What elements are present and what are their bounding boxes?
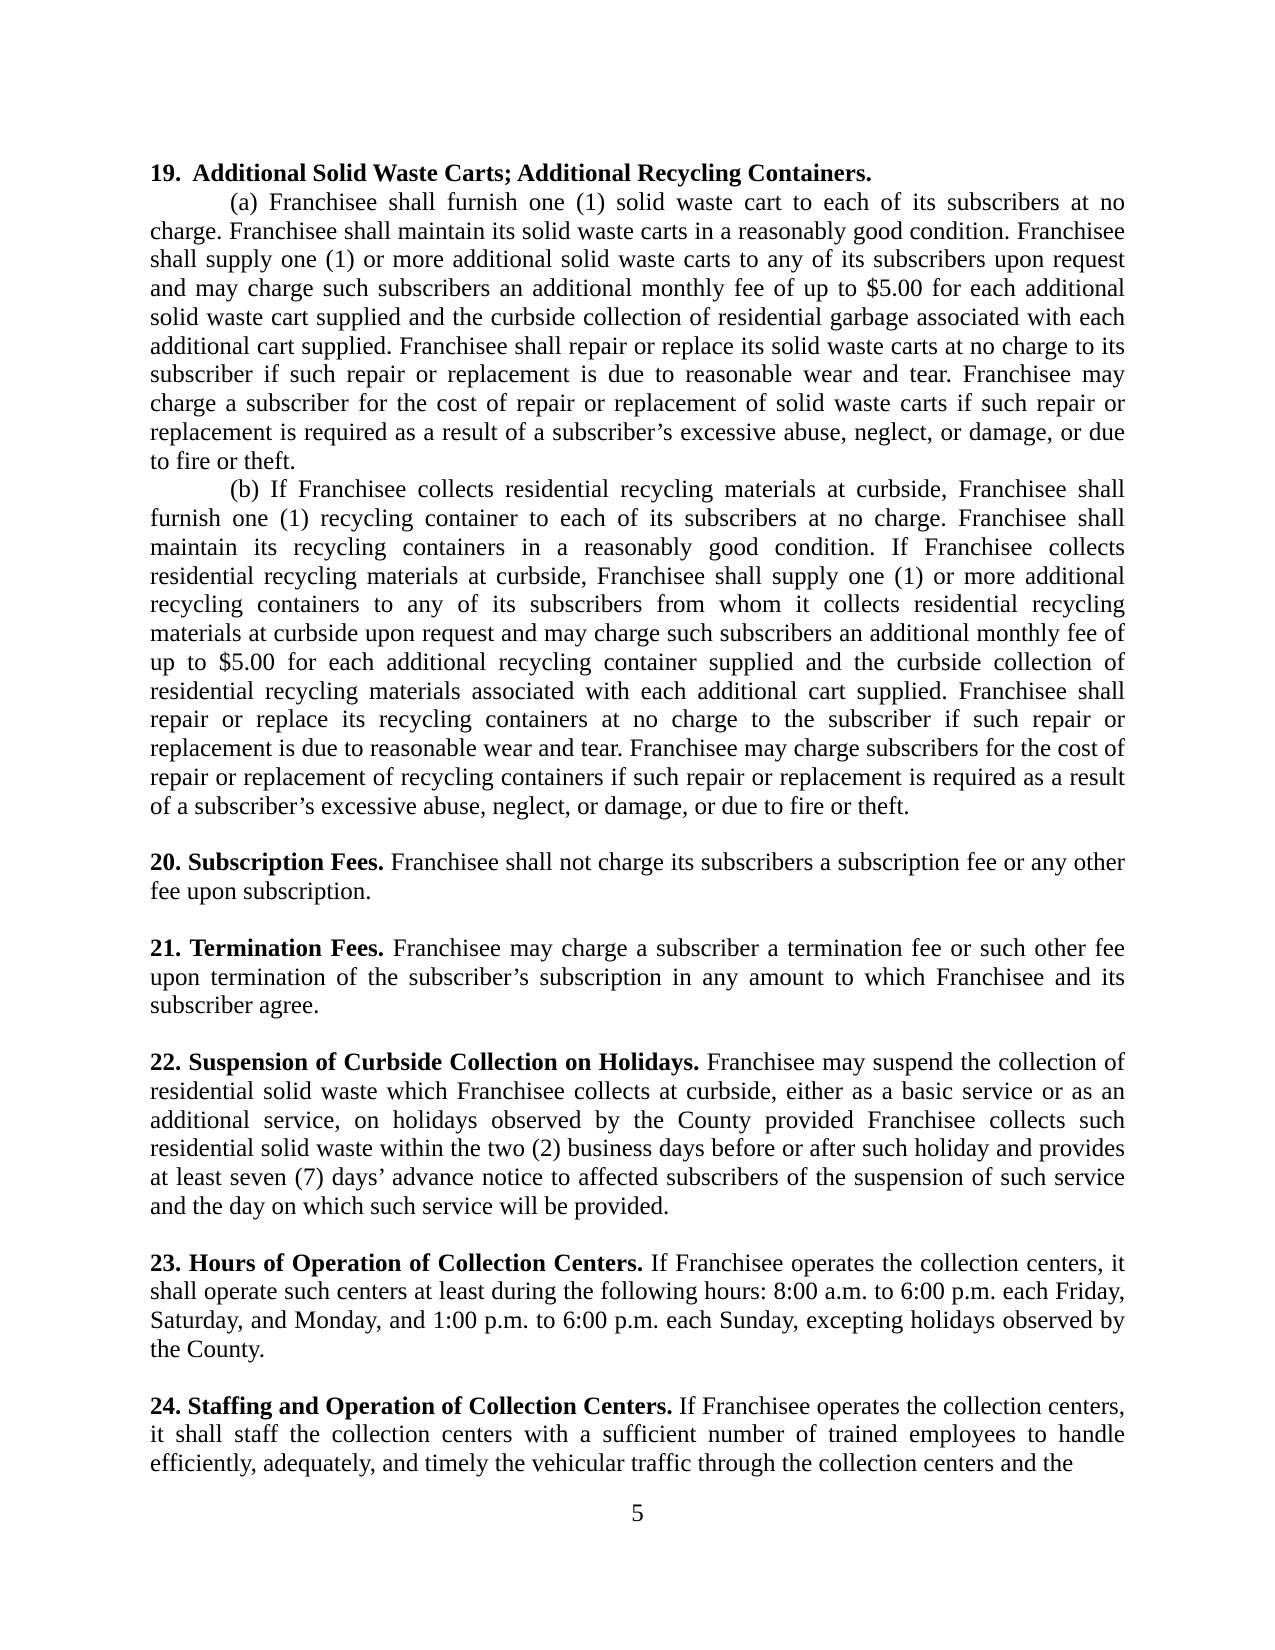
section-19 xyxy=(150,160,1125,821)
section-24 xyxy=(150,1393,1125,1479)
section-20 xyxy=(150,849,1125,907)
section-19-paragraph-a: (a) Franchisee shall furnish one (1) solid waste cart to each of its subscribers at no charge. Franchisee shall maintain its solid waste carts in a reasonably good condition. Franchisee shall supply one (1) or more additional solid waste carts to any of its subscribers upon request and may charge such subscribers an additional monthly fee of up to $5.00 for each additional solid waste cart supplied and the curbside collection of residential garbage associated with each additional cart supplied. Franchisee shall repair or replace its solid waste carts at no charge to its subscriber if such repair or replacement is due to reasonable wear and tear. Franchisee may charge a subscriber for the cost of repair or replacement of solid waste carts if such repair or replacement is required as a result of a subscriber’s excessive abuse, neglect, or damage, or due to fire or theft. xyxy=(150,188,1125,475)
section-22 xyxy=(150,1049,1125,1222)
section-23-body: If Franchisee operates the collection centers, it shall operate such centers at least during the following hours: 8:00 a.m. to 6:00 p.m. each Friday, Saturday, and Monday, and 1:00 p.m. to 6:00 p.m. each Sunday, excepting holidays observed by the County. xyxy=(150,1249,1126,1363)
section-23-label: 23. Hours of Operation of Collection Centers. xyxy=(150,1249,644,1277)
section-21-label: 21. Termination Fees. xyxy=(150,934,385,962)
section-20-body: Franchisee shall not charge its subscribers a subscription fee or any other fee upon subscription. xyxy=(150,849,1125,905)
page-number: 5 xyxy=(631,1500,644,1527)
section-22-body: Franchisee may suspend the collection of residential solid waste which Franchisee collects at curbside, either as a basic service or as an additional service, on holidays observed by the County provided Franchisee collects such residential solid waste within the two (2) business days before or after such holiday and provides at least seven (7) days’ advance notice to affected subscribers of the suspension of such service and the day on which such service will be provided. xyxy=(150,1049,1126,1220)
section-24-body: If Franchisee operates the collection centers, it shall staff the collection centers with a sufficient number of trained employees to handle efficiently, adequately, and timely the vehicular traffic through the collection centers and the xyxy=(150,1392,1125,1477)
section-22-label: 22. Suspension of Curbside Collection on Holidays. xyxy=(150,1049,700,1076)
section-24-label: 24. Staffing and Operation of Collection Centers. xyxy=(150,1392,673,1420)
section-21 xyxy=(150,935,1125,1021)
section-23 xyxy=(150,1250,1125,1365)
section-19-paragraph-b: (b) If Franchisee collects residential recycling materials at curbside, Franchisee shall furnish one (1) recycling container to each of its subscribers at no charge. Franchisee shall maintain its recycling containers in a reasonably good condition. If Franchisee collects residential recycling materials at curbside, Franchisee shall supply one (1) or more additional recycling containers to any of its subscribers from whom it collects residential recycling materials at curbside upon request and may charge such subscribers an additional monthly fee of up to $5.00 for each additional recycling container supplied and the curbside collection of residential recycling materials associated with each additional cart supplied. Franchisee shall repair or replace its recycling containers at no charge to the subscriber if such repair or replacement is due to reasonable wear and tear. Franchisee may charge subscribers for the cost of repair or replacement of recycling containers if such repair or replacement is required as a result of a subscriber’s excessive abuse, neglect, or damage, or due to fire or theft. xyxy=(150,476,1125,820)
section-21-body: Franchisee may charge a subscriber a termination fee or such other fee upon termination of the subscriber’s subscription in any amount to which Franchisee and its subscriber agree. xyxy=(150,934,1126,1020)
section-19-heading: 19. Additional Solid Waste Carts; Additional Recycling Containers. xyxy=(150,160,872,187)
section-20-label: 20. Subscription Fees. xyxy=(150,849,385,877)
